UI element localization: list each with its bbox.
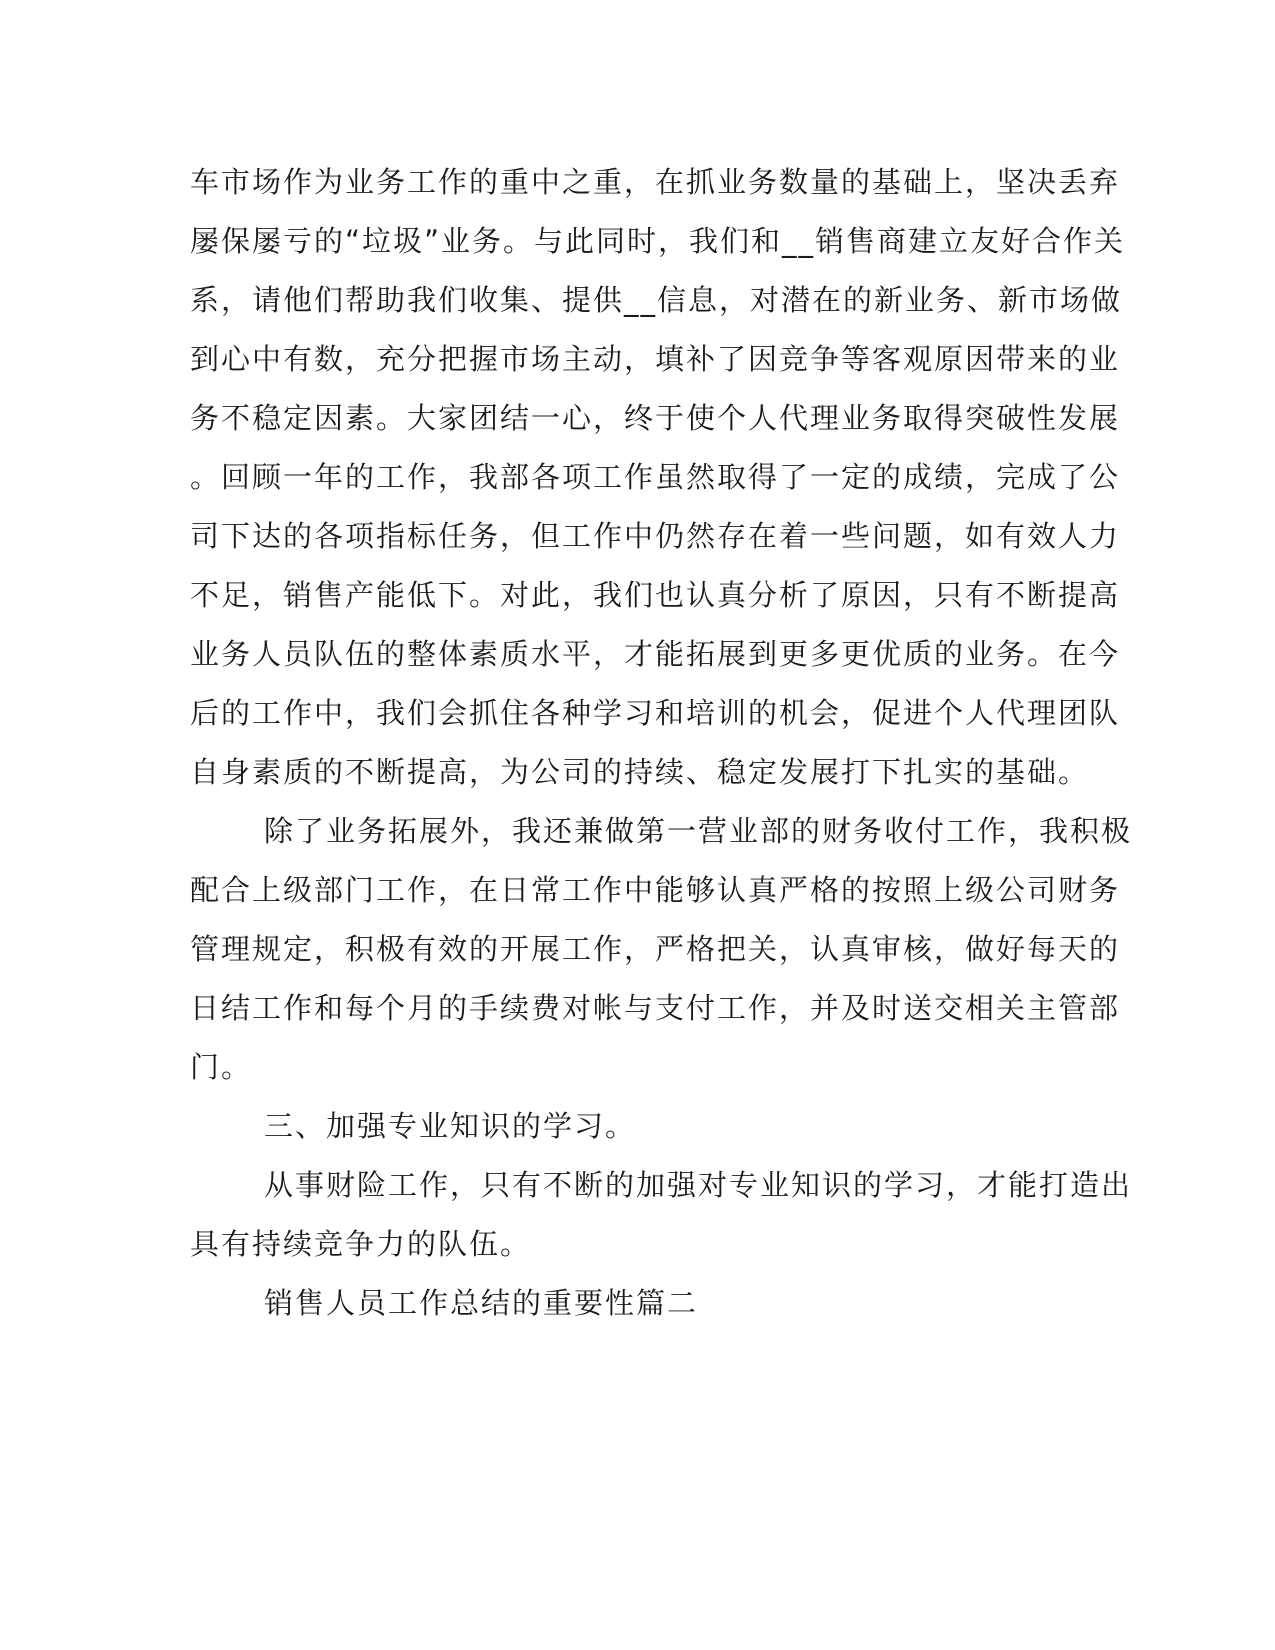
text-line: 后的工作中，我们会抓住各种学习和培训的机会，促进个人代理团队 — [190, 696, 1121, 730]
text-line: 司下达的各项指标任务，但工作中仍然存在着一些问题，如有效人力 — [190, 519, 1121, 553]
text-line: 自身素质的不断提高，为公司的持续、稳定发展打下扎实的基础。 — [190, 755, 1090, 789]
text-line: 具有持续竞争力的队伍。 — [190, 1227, 532, 1261]
text-line: 。回顾一年的工作，我部各项工作虽然取得了一定的成绩，完成了公 — [190, 460, 1121, 494]
text-line: 日结工作和每个月的手续费对帐与支付工作，并及时送交相关主管部 — [190, 991, 1121, 1025]
paragraph-first-line: 从事财险工作，只有不断的加强对专业知识的学习，才能打造出 — [264, 1168, 1133, 1202]
paragraph-first-line: 除了业务拓展外，我还兼做第一营业部的财务收付工作，我积极 — [264, 814, 1133, 848]
text-line: 不足，销售产能低下。对此，我们也认真分析了原因，只有不断提高 — [190, 578, 1121, 612]
text-line: 车市场作为业务工作的重中之重，在抓业务数量的基础上，坚决丢弃 — [190, 165, 1121, 199]
text-line: 配合上级部门工作，在日常工作中能够认真严格的按照上级公司财务 — [190, 873, 1121, 907]
text-line: 管理规定，积极有效的开展工作，严格把关，认真审核，做好每天的 — [190, 932, 1121, 966]
text-line: 业务人员队伍的整体素质水平，才能拓展到更多更优质的业务。在今 — [190, 637, 1121, 671]
text-line: 系，请他们帮助我们收集、提供__信息，对潜在的新业务、新市场做 — [190, 283, 1123, 317]
section-heading: 三、加强专业知识的学习。 — [264, 1109, 637, 1143]
text-line: 屡保屡亏的“垃圾”业务。与此同时，我们和__销售商建立友好合作关 — [190, 224, 1126, 258]
text-line: 门。 — [190, 1050, 253, 1084]
text-line: 务不稳定因素。大家团结一心，终于使个人代理业务取得突破性发展 — [190, 401, 1121, 435]
next-section-title: 销售人员工作总结的重要性篇二 — [264, 1286, 699, 1320]
text-line: 到心中有数，充分把握市场主动，填补了因竞争等客观原因带来的业 — [190, 342, 1121, 376]
